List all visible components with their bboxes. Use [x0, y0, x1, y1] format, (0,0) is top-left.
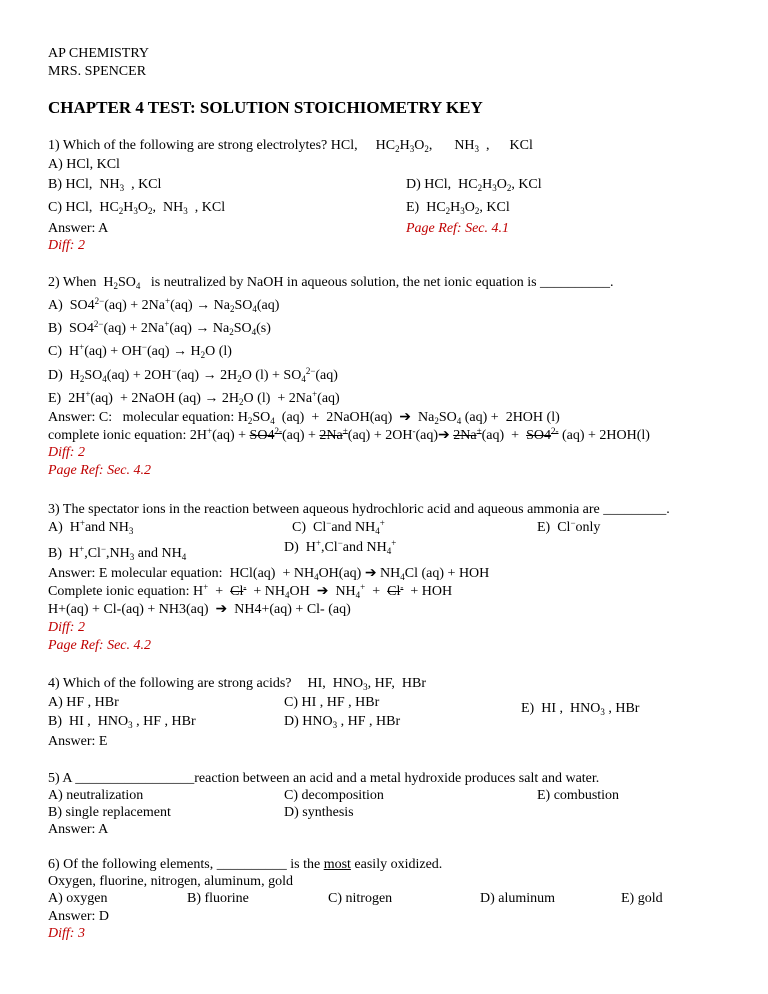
q3-page-ref: Page Ref: Sec. 4.2: [48, 638, 152, 653]
q4-option-c: C) HI , HF , HBr: [284, 695, 380, 710]
q4-option-d: D) $HNO_3$ , HF , HBr: [284, 714, 401, 730]
q2-option-a: A) $SO4^{2-}(aq) + 2Na^+(aq) \to Na_2SO_4(aq)$: [48, 296, 280, 314]
q5-option-e: E) combustion: [537, 788, 620, 803]
q4-answer: Answer: E: [48, 734, 108, 749]
q3-difficulty: Diff: 2: [48, 620, 85, 635]
q3-net-ionic: H+(aq) + Cl-(aq) + NH3(aq) ➔ NH4+(aq) + Cl- (aq): [48, 602, 351, 617]
q3-complete-ionic: Complete ionic equation: $H^+ + Cl^- + NH_4OH$ ➔ $NH_4^+ + Cl^-$ + HOH: [48, 582, 453, 600]
q6-prompt: 6) Of the following elements, __________ is the most easily oxidized.: [48, 857, 443, 872]
q5-answer: Answer: A: [48, 822, 109, 837]
q1-option-c: C) HCl, $HC_2H_3O_2$, $NH_3$ , KCl: [48, 200, 226, 216]
q3-option-c: C) Cl−and $NH_4^+$: [292, 518, 385, 536]
q6-option-e: E) gold: [621, 891, 663, 906]
q2-option-b: B) $SO4^{2-}(aq) + 2Na^+(aq) \to Na_2SO_4(s)$: [48, 319, 271, 337]
q5-option-b: B) single replacement: [48, 805, 171, 820]
q3-answer: Answer: E molecular equation: $HCl(aq) + NH_4OH(aq)$ ➔ $NH_4Cl$ (aq) + HOH: [48, 566, 490, 582]
q4-prompt: 4) Which of the following are strong acids? HI, $HNO_3$, HF, HBr: [48, 676, 427, 692]
q5-option-d: D) synthesis: [284, 805, 354, 820]
q6-option-b: B) fluorine: [187, 891, 249, 906]
q2-option-d: D) $H_2SO_4(aq) + 2OH^-(aq) \to 2H_2O$ $(l) + SO_4^{2-}(aq)$: [48, 366, 338, 384]
q2-prompt: 2) When $H_2SO_4$ is neutralized by NaOH in aqueous solution, the net ionic equation is __________.: [48, 275, 614, 291]
q6-option-c: C) nitrogen: [328, 891, 393, 906]
q2-page-ref: Page Ref: Sec. 4.2: [48, 463, 152, 478]
teacher-name: MRS. SPENCER: [48, 64, 147, 79]
q3-option-d: D) H+,Cl−and $NH_4^+$: [284, 538, 397, 556]
q4-option-b: B) HI , $HNO_3$ , HF , HBr: [48, 714, 196, 730]
course-name: AP CHEMISTRY: [48, 46, 150, 61]
q6-option-d: D) aluminum: [480, 891, 556, 906]
q1-option-b: B) HCl, $NH_3$ , KCl: [48, 177, 162, 193]
q2-option-e: E) 2H+(aq) + 2NaOH $(aq) \to 2H_2O$ (l) + 2Na+(aq): [48, 389, 340, 407]
q4-option-e: E) HI , $HNO_3$ , HBr: [521, 701, 640, 717]
q2-answer: Answer: C: molecular equation: $H_2SO_4$ (aq) + 2NaOH(aq) ➔ $Na_2SO_4$ (aq) + 2HOH (l): [48, 410, 560, 426]
q1-page-ref: Page Ref: Sec. 4.1: [406, 221, 510, 236]
q5-option-a: A) neutralization: [48, 788, 144, 803]
q2-complete-ionic: complete ionic equation: $2H^+(aq) + SO4^{2-}(aq) + 2Na^+(aq)$ + 2OH-(aq)➔ $2Na^+(aq) + SO4^{2-}$ (aq) + 2HOH(l): [48, 426, 650, 443]
q1-prompt: 1) Which of the following are strong electrolytes? HCl, $HC_2H_3O_2$, $NH_3$ , KCl: [48, 138, 533, 154]
q5-option-c: C) decomposition: [284, 788, 384, 803]
q6-option-a: A) oxygen: [48, 891, 108, 906]
q2-option-c: C) $H^+(aq) + OH^-(aq) \to H_2O$ (l): [48, 342, 232, 360]
q6-answer: Answer: D: [48, 909, 110, 924]
page-title: CHAPTER 4 TEST: SOLUTION STOICHIOMETRY KEY: [48, 98, 483, 117]
q1-answer: Answer: A: [48, 221, 109, 236]
q6-element-list: Oxygen, fluorine, nitrogen, aluminum, gold: [48, 874, 293, 889]
q4-option-a: A) HF , HBr: [48, 695, 119, 710]
q2-difficulty: Diff: 2: [48, 445, 85, 460]
q1-difficulty: Diff: 2: [48, 238, 85, 253]
q1-option-e: E) $HC_2H_3O_2$, KCl: [406, 200, 510, 216]
q3-option-e: E) Cl−only: [537, 518, 601, 535]
q5-prompt: 5) A _________________reaction between an acid and a metal hydroxide produces salt and water.: [48, 771, 600, 786]
q3-option-b: B) $H^+,Cl^-,NH_3$ and $NH_4$: [48, 544, 187, 562]
q6-difficulty: Diff: 3: [48, 926, 85, 941]
q1-option-d: D) HCl, $HC_2H_3O_2$, KCl: [406, 177, 542, 193]
q1-option-a: A) HCl, KCl: [48, 157, 120, 172]
q3-option-a: A) H+and $NH_3$: [48, 518, 134, 536]
q3-prompt: 3) The spectator ions in the reaction between aqueous hydrochloric acid and aqueous ammonia are _________.: [48, 502, 670, 517]
